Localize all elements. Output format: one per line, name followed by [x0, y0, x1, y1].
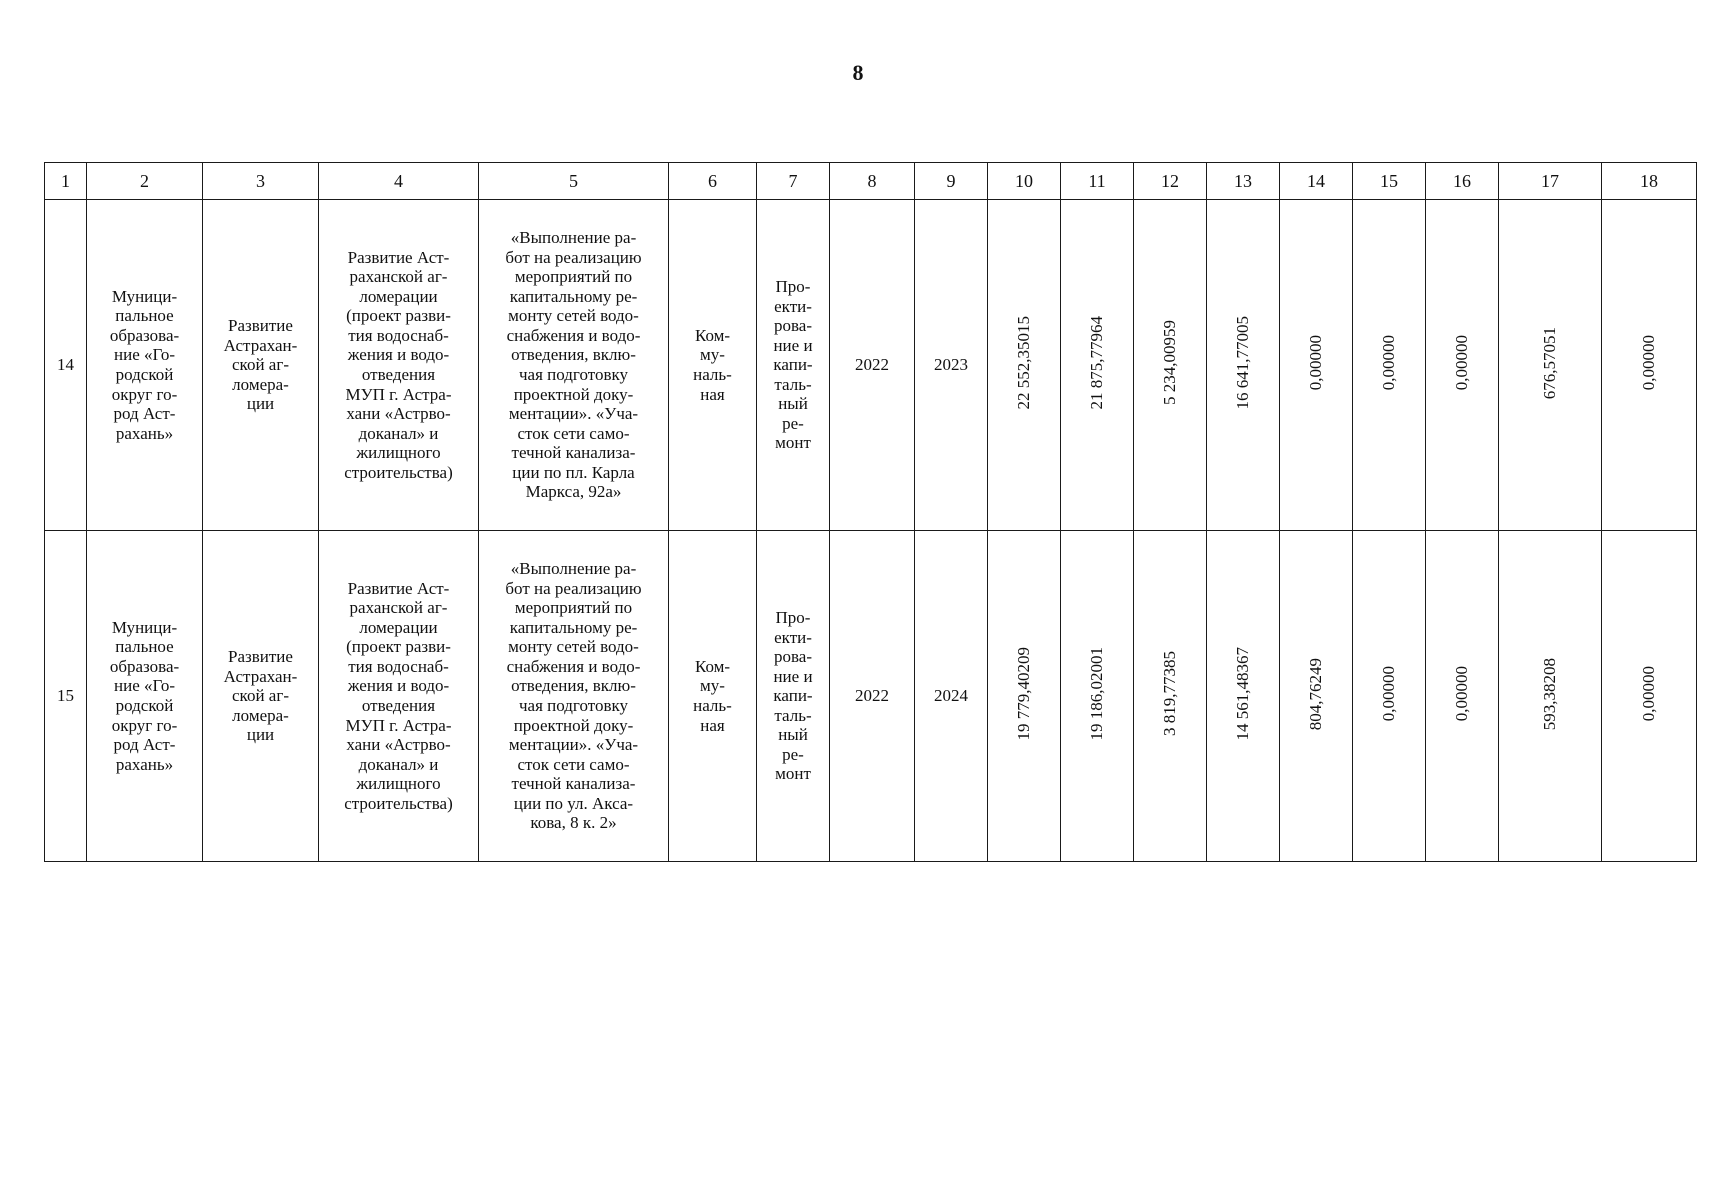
- project-cell: [319, 531, 479, 862]
- start-year: 2022: [855, 686, 889, 706]
- municipality-text: Муници- пальное образова- ние «Го- родской округ го- род Аст- рахань»: [109, 286, 180, 443]
- project-cell: [319, 200, 479, 531]
- value-cell: [1207, 531, 1280, 862]
- value-text: 593,38208: [1540, 657, 1560, 730]
- value-cell: [1426, 531, 1499, 862]
- value-cell: [1353, 531, 1426, 862]
- column-header: 2: [87, 163, 203, 200]
- table-row: [45, 531, 1697, 862]
- column-header: 8: [830, 163, 915, 200]
- value-cell: [1280, 200, 1353, 531]
- municipality-cell: [87, 200, 203, 531]
- row-number-cell: [45, 531, 87, 862]
- column-header: 6: [669, 163, 757, 200]
- column-header: 16: [1426, 163, 1499, 200]
- value-text: 22 552,35015: [1014, 315, 1034, 410]
- category-cell: [669, 200, 757, 531]
- value-text: 16 641,77005: [1233, 315, 1253, 410]
- value-cell: [1061, 531, 1134, 862]
- start-year-cell: [830, 200, 915, 531]
- value-cell: [1061, 200, 1134, 531]
- value-text: 14 561,48367: [1233, 646, 1253, 741]
- column-header: 14: [1280, 163, 1353, 200]
- row-number-cell: [45, 200, 87, 531]
- value-cell: [988, 200, 1061, 531]
- object-cell: [479, 531, 669, 862]
- start-year: 2022: [855, 355, 889, 375]
- work-type-cell: [757, 531, 830, 862]
- value-text: 19 186,02001: [1087, 646, 1107, 741]
- value-cell: [1353, 200, 1426, 531]
- value-text: 3 819,77385: [1160, 651, 1180, 737]
- project-text: Развитие Аст- раханской аг- ломерации (проект разви- тия водоснаб- жения и водо- отведения МУП г. Астра- хани «Астрво- доканал» и жилищного строительства): [344, 247, 453, 482]
- column-header: 17: [1499, 163, 1602, 200]
- column-header: 11: [1061, 163, 1134, 200]
- value-cell: [1134, 200, 1207, 531]
- value-cell: [1280, 531, 1353, 862]
- value-text: 0,00000: [1306, 335, 1326, 391]
- value-text: 676,57051: [1540, 326, 1560, 399]
- value-text: 19 779,40209: [1014, 646, 1034, 741]
- project-text: Развитие Аст- раханской аг- ломерации (проект разви- тия водоснаб- жения и водо- отведения МУП г. Астра- хани «Астрво- доканал» и жилищного строительства): [344, 578, 453, 813]
- page-number: 8: [852, 60, 864, 85]
- object-text: «Выполнение ра- бот на реализацию мероприятий по капитальному ре- монту сетей водо- снабжения и водо- отведения, вклю- чая подготовку проектной доку- ментации». «Уча- сток сети само- течной канализа- ции по ул. Акса- кова, 8 к. 2»: [505, 559, 642, 833]
- value-text: 0,00000: [1452, 666, 1472, 722]
- column-header: 15: [1353, 163, 1426, 200]
- category-text: Ком- му- наль- ная: [693, 325, 732, 404]
- value-text: 804,76249: [1306, 657, 1326, 730]
- value-cell: [1499, 531, 1602, 862]
- end-year: 2024: [934, 686, 968, 706]
- category-cell: [669, 531, 757, 862]
- program-text: Развитие Астрахан- ской аг- ломера- ции: [223, 316, 298, 414]
- end-year-cell: [915, 200, 988, 531]
- column-header: 10: [988, 163, 1061, 200]
- column-header: 7: [757, 163, 830, 200]
- column-header: 13: [1207, 163, 1280, 200]
- value-text: 0,00000: [1639, 335, 1659, 391]
- start-year-cell: [830, 531, 915, 862]
- value-text: 0,00000: [1379, 335, 1399, 391]
- column-header: 3: [203, 163, 319, 200]
- value-cell: [1602, 531, 1697, 862]
- program-text: Развитие Астрахан- ской аг- ломера- ции: [223, 647, 298, 745]
- end-year-cell: [915, 531, 988, 862]
- value-text: 0,00000: [1452, 335, 1472, 391]
- column-header: 1: [45, 163, 87, 200]
- column-header: 5: [479, 163, 669, 200]
- value-text: 21 875,77964: [1087, 315, 1107, 410]
- value-cell: [1499, 200, 1602, 531]
- data-table: [44, 162, 1697, 862]
- column-header: 12: [1134, 163, 1207, 200]
- category-text: Ком- му- наль- ная: [693, 656, 732, 735]
- work-type-cell: [757, 200, 830, 531]
- value-cell: [988, 531, 1061, 862]
- program-cell: [203, 531, 319, 862]
- value-cell: [1207, 200, 1280, 531]
- table-row: [45, 200, 1697, 531]
- column-header: 4: [319, 163, 479, 200]
- value-cell: [1602, 200, 1697, 531]
- program-cell: [203, 200, 319, 531]
- work-type-text: Про- екти- рова- ние и капи- таль- ный ре- монт: [773, 277, 813, 453]
- municipality-cell: [87, 531, 203, 862]
- object-cell: [479, 200, 669, 531]
- work-type-text: Про- екти- рова- ние и капи- таль- ный ре- монт: [773, 608, 813, 784]
- value-text: 5 234,00959: [1160, 320, 1180, 406]
- end-year: 2023: [934, 355, 968, 375]
- value-cell: [1426, 200, 1499, 531]
- object-text: «Выполнение ра- бот на реализацию мероприятий по капитальному ре- монту сетей водо- снабжения и водо- отведения, вклю- чая подготовку проектной доку- ментации». «Уча- сток сети само- течной канализа- ции по пл. Карла Маркса, 92а»: [505, 228, 642, 502]
- value-text: 0,00000: [1639, 666, 1659, 722]
- value-text: 0,00000: [1379, 666, 1399, 722]
- value-cell: [1134, 531, 1207, 862]
- column-header: 18: [1602, 163, 1697, 200]
- municipality-text: Муници- пальное образова- ние «Го- родской округ го- род Аст- рахань»: [109, 617, 180, 774]
- row-number: 15: [57, 686, 74, 706]
- row-number: 14: [57, 355, 74, 375]
- column-header: 9: [915, 163, 988, 200]
- header-row: [45, 163, 1697, 200]
